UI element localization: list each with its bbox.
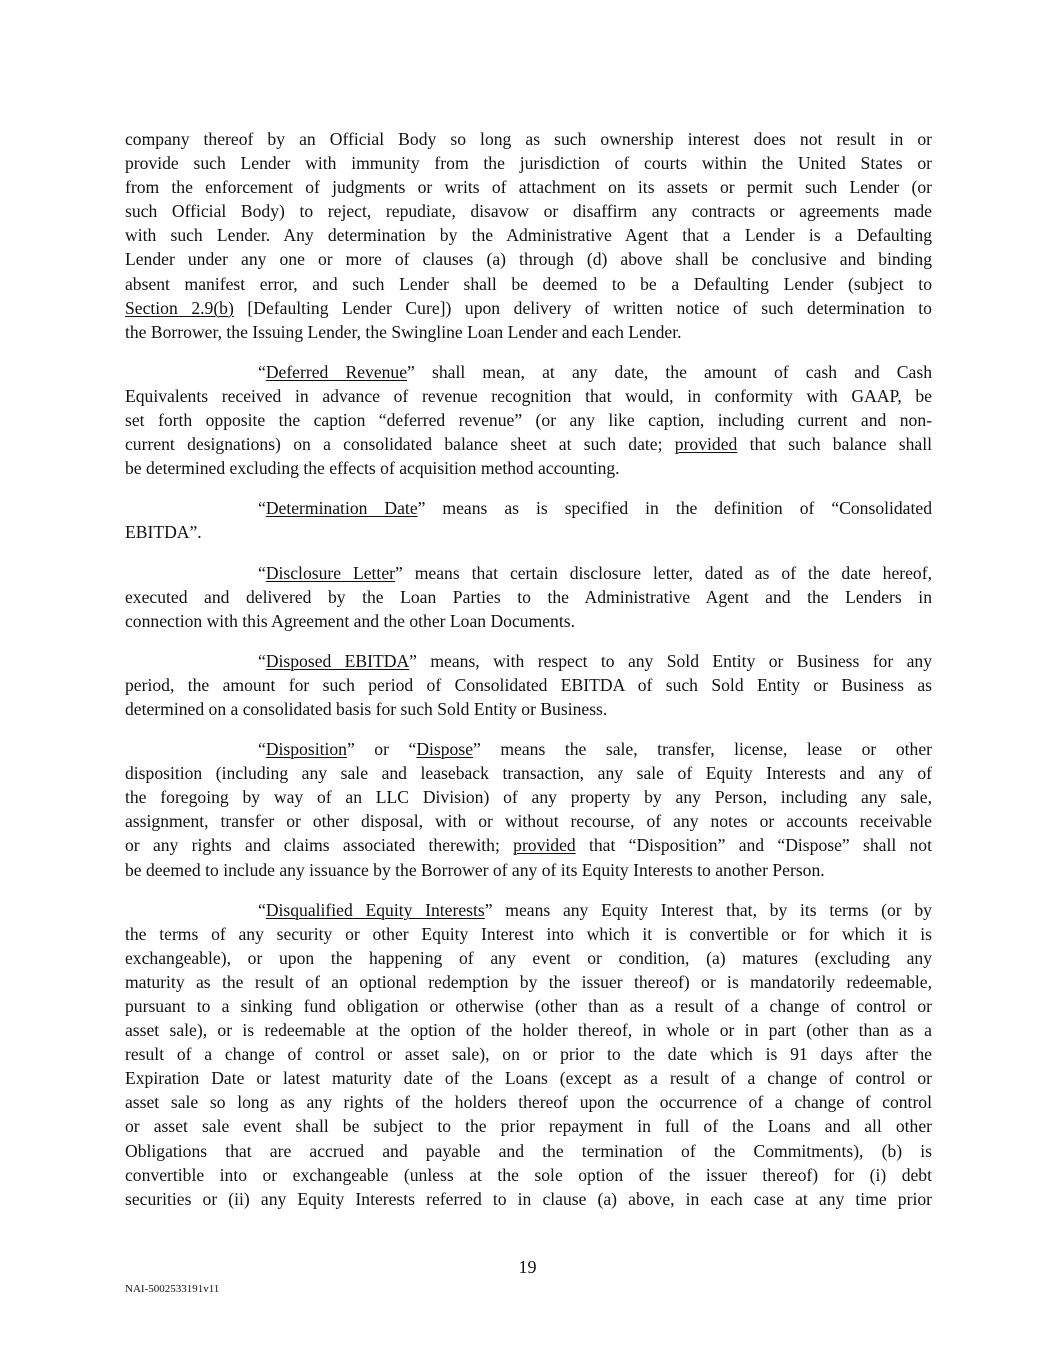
definition-disposed-ebitda: [125, 649, 932, 721]
text-line: the foregoing by way of an LLC Division) of any property by any Person, including any sale,: [125, 787, 932, 808]
text-line: the terms of any security or other Equity Interest into which it is convertible or for which it is: [125, 923, 932, 944]
text-line: “Disqualified Equity Interests” means any Equity Interest that, by its terms (or by: [258, 899, 932, 920]
text-line: connection with this Agreement and the other Loan Documents.: [125, 610, 575, 631]
definition-disqualified-equity-interests: [125, 898, 932, 1211]
text-line: asset sale), or is redeemable at the option of the holder thereof, in whole or in part (other than as a: [125, 1020, 932, 1041]
text-line: or any rights and claims associated therewith; provided that “Disposition” and “Dispose” shall not: [125, 835, 932, 856]
text-line: Lender under any one or more of clauses (a) through (d) above shall be conclusive and binding: [125, 249, 932, 270]
text-line: convertible into or exchangeable (unless at the sole option of the issuer thereof) for (i) debt: [125, 1164, 932, 1185]
text-line: result of a change of control or asset sale), on or prior to the date which is 91 days after the: [125, 1044, 932, 1065]
text-line: absent manifest error, and such Lender shall be deemed to be a Defaulting Lender (subject to: [125, 273, 932, 294]
text-line: Obligations that are accrued and payable and the termination of the Commitments), (b) is: [125, 1140, 932, 1161]
text-line: set forth opposite the caption “deferred revenue” (or any like caption, including current and non-: [125, 410, 932, 431]
text-line: Section 2.9(b) [Defaulting Lender Cure]) upon delivery of written notice of such determination to: [125, 297, 932, 318]
text-line: “Disposed EBITDA” means, with respect to any Sold Entity or Business for any: [258, 650, 932, 671]
text-line: “Disposition” or “Dispose” means the sale, transfer, license, lease or other: [258, 739, 932, 760]
definition-determination-date: [125, 496, 932, 544]
definition-deferred-revenue: [125, 360, 932, 480]
text-line: be deemed to include any issuance by the Borrower of any of its Equity Interests to another Person.: [125, 859, 825, 880]
defined-term: Disposition: [265, 739, 347, 760]
defined-term: Disposed EBITDA: [265, 650, 410, 671]
document-body: [125, 127, 932, 1211]
text-line: “Deferred Revenue” shall mean, at any date, the amount of cash and Cash: [258, 361, 932, 382]
text-line: asset sale so long as any rights of the holders thereof upon the occurrence of a change of control: [125, 1092, 932, 1113]
paragraph-defaulting-lender-continued: [125, 127, 932, 344]
text-line: securities or (ii) any Equity Interests referred to in clause (a) above, in each case at any time prior: [125, 1188, 932, 1209]
section-reference: Section 2.9(b): [125, 297, 234, 318]
defined-term: Deferred Revenue: [265, 361, 408, 382]
defined-term: Disqualified Equity Interests: [265, 899, 485, 920]
text-line: period, the amount for such period of Consolidated EBITDA of such Sold Entity or Business as: [125, 674, 932, 695]
text-line: determined on a consolidated basis for such Sold Entity or Business.: [125, 698, 608, 719]
text-line: disposition (including any sale and leaseback transaction, any sale of Equity Interests and any of: [125, 763, 932, 784]
definition-disclosure-letter: [125, 561, 932, 633]
text-line: Equivalents received in advance of revenue recognition that would, in conformity with GAAP, be: [125, 385, 932, 406]
text-line: maturity as the result of an optional redemption by the issuer thereof) or is mandatorily redeemable,: [125, 971, 932, 992]
defined-term: Dispose: [416, 739, 474, 760]
text-line: current designations) on a consolidated balance sheet at such date; provided that such balance shall: [125, 434, 933, 455]
text-line: executed and delivered by the Loan Parties to the Administrative Agent and the Lenders in: [125, 586, 932, 607]
page-number: 19: [518, 1257, 537, 1277]
document-id: NAI-5002533191v11: [125, 1283, 220, 1295]
text-line: with such Lender. Any determination by the Administrative Agent that a Lender is a Defaulting: [125, 225, 932, 246]
text-line: such Official Body) to reject, repudiate, disavow or disaffirm any contracts or agreements made: [125, 201, 932, 222]
text-line: assignment, transfer or other disposal, with or without recourse, of any notes or accounts receivable: [125, 811, 932, 832]
text-line: provide such Lender with immunity from the jurisdiction of courts within the United States or: [125, 153, 932, 174]
provided-term: provided: [674, 434, 738, 455]
text-line: from the enforcement of judgments or writs of attachment on its assets or permit such Lender (or: [125, 177, 932, 198]
text-line: Expiration Date or latest maturity date of the Loans (except as a result of a change of control or: [125, 1068, 932, 1089]
text-line: or asset sale event shall be subject to the prior repayment in full of the Loans and all other: [125, 1116, 932, 1137]
text-line: exchangeable), or upon the happening of any event or condition, (a) matures (excluding any: [125, 947, 932, 968]
text-line: “Disclosure Letter” means that certain disclosure letter, dated as of the date hereof,: [258, 562, 932, 583]
definition-disposition: [125, 737, 932, 882]
text-line: EBITDA”.: [125, 522, 202, 543]
text-line: “Determination Date” means as is specified in the definition of “Consolidated: [258, 498, 932, 519]
text-line: be determined excluding the effects of acquisition method accounting.: [125, 458, 620, 479]
text-line: company thereof by an Official Body so long as such ownership interest does not result in or: [125, 129, 932, 149]
text-line: pursuant to a sinking fund obligation or otherwise (other than as a result of a change of control or: [125, 996, 932, 1016]
text-line: the Borrower, the Issuing Lender, the Swingline Loan Lender and each Lender.: [125, 321, 682, 342]
provided-term: provided: [513, 835, 576, 856]
defined-term: Disclosure Letter: [265, 562, 395, 583]
defined-term: Determination Date: [265, 498, 418, 519]
